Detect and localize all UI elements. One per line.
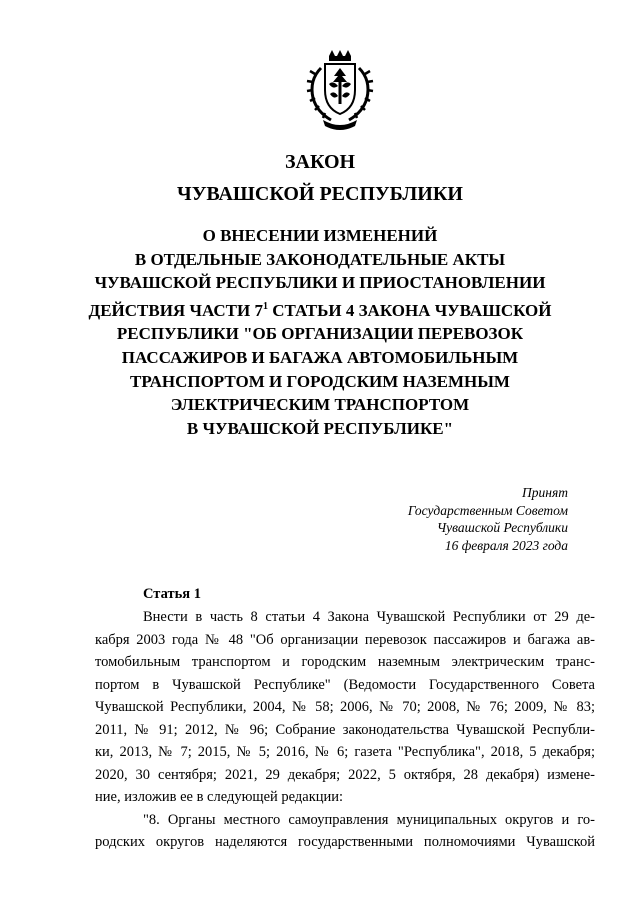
body-line: ние, изложив ее в следующей редакции: <box>95 789 344 805</box>
body-line: 2011, № 91; 2012, № 96; Собрание законодательства Чувашской Республи- <box>95 721 595 738</box>
body-line: Внести в часть 8 статьи 4 Закона Чувашской Республики от 29 де- <box>143 609 595 625</box>
body-line: портом в Чувашской Республике" (Ведомости Государственного Совета <box>95 676 595 693</box>
body-line: ки, 2013, № 7; 2015, № 5; 2016, № 6; газета "Республика", 2018, 5 декабря; <box>95 744 595 760</box>
republic-title: ЧУВАШСКОЙ РЕСПУБЛИКИ <box>177 183 463 205</box>
subject-line: ПАССАЖИРОВ И БАГАЖА АВТОМОБИЛЬНЫМ <box>121 347 519 367</box>
body-line: кабря 2003 года № 48 "Об организации перевозок пассажиров и багажа ав- <box>95 631 595 648</box>
body-line: томобильным транспортом и городским наземным электрическим транс- <box>95 654 595 670</box>
subject-line-part: ДЕЙСТВИЯ ЧАСТИ 7 <box>88 300 263 320</box>
adoption-line: Государственным Советом <box>407 502 568 518</box>
adoption-note <box>308 484 568 554</box>
body-line: 2020, 30 сентября; 2021, 29 декабря; 2022, 5 октября, 28 декабря) измене- <box>95 766 595 783</box>
adoption-line: Чувашской Республики <box>436 520 568 535</box>
subject-line: О ВНЕСЕНИИ ИЗМЕНЕНИЙ <box>202 226 438 245</box>
law-subject-title <box>70 224 570 440</box>
subject-line: В ЧУВАШСКОЙ РЕСПУБЛИКЕ" <box>186 418 454 438</box>
subject-line: ЭЛЕКТРИЧЕСКИМ ТРАНСПОРТОМ <box>170 395 470 415</box>
subject-line: ЧУВАШСКОЙ РЕСПУБЛИКИ И ПРИОСТАНОВЛЕНИИ <box>94 273 546 293</box>
body-line: родских округов наделяются государственными полномочиями Чувашской <box>95 834 595 850</box>
adoption-line: Принят <box>522 485 568 500</box>
document-type-title: ЗАКОН <box>284 151 356 173</box>
subject-line <box>70 295 570 323</box>
subject-line: ТРАНСПОРТОМ И ГОРОДСКИМ НАЗЕМНЫМ <box>130 371 510 391</box>
subject-line-part: СТАТЬИ 4 ЗАКОНА ЧУВАШСКОЙ <box>267 300 552 320</box>
coat-of-arms-emblem <box>305 50 375 132</box>
article-body <box>95 606 595 854</box>
article-heading: Статья 1 <box>143 586 201 602</box>
body-line: Чувашской Республики, 2004, № 58; 2006, № 70; 2008, № 76; 2009, № 83; <box>95 699 595 715</box>
superscript: 1 <box>262 300 268 312</box>
adoption-date: 16 февраля 2023 года <box>444 537 568 553</box>
subject-line: В ОТДЕЛЬНЫЕ ЗАКОНОДАТЕЛЬНЫЕ АКТЫ <box>134 249 506 269</box>
body-line: "8. Органы местного самоуправления муниципальных округов и го- <box>143 811 595 828</box>
subject-line: РЕСПУБЛИКИ "ОБ ОРГАНИЗАЦИИ ПЕРЕВОЗОК <box>116 324 524 344</box>
